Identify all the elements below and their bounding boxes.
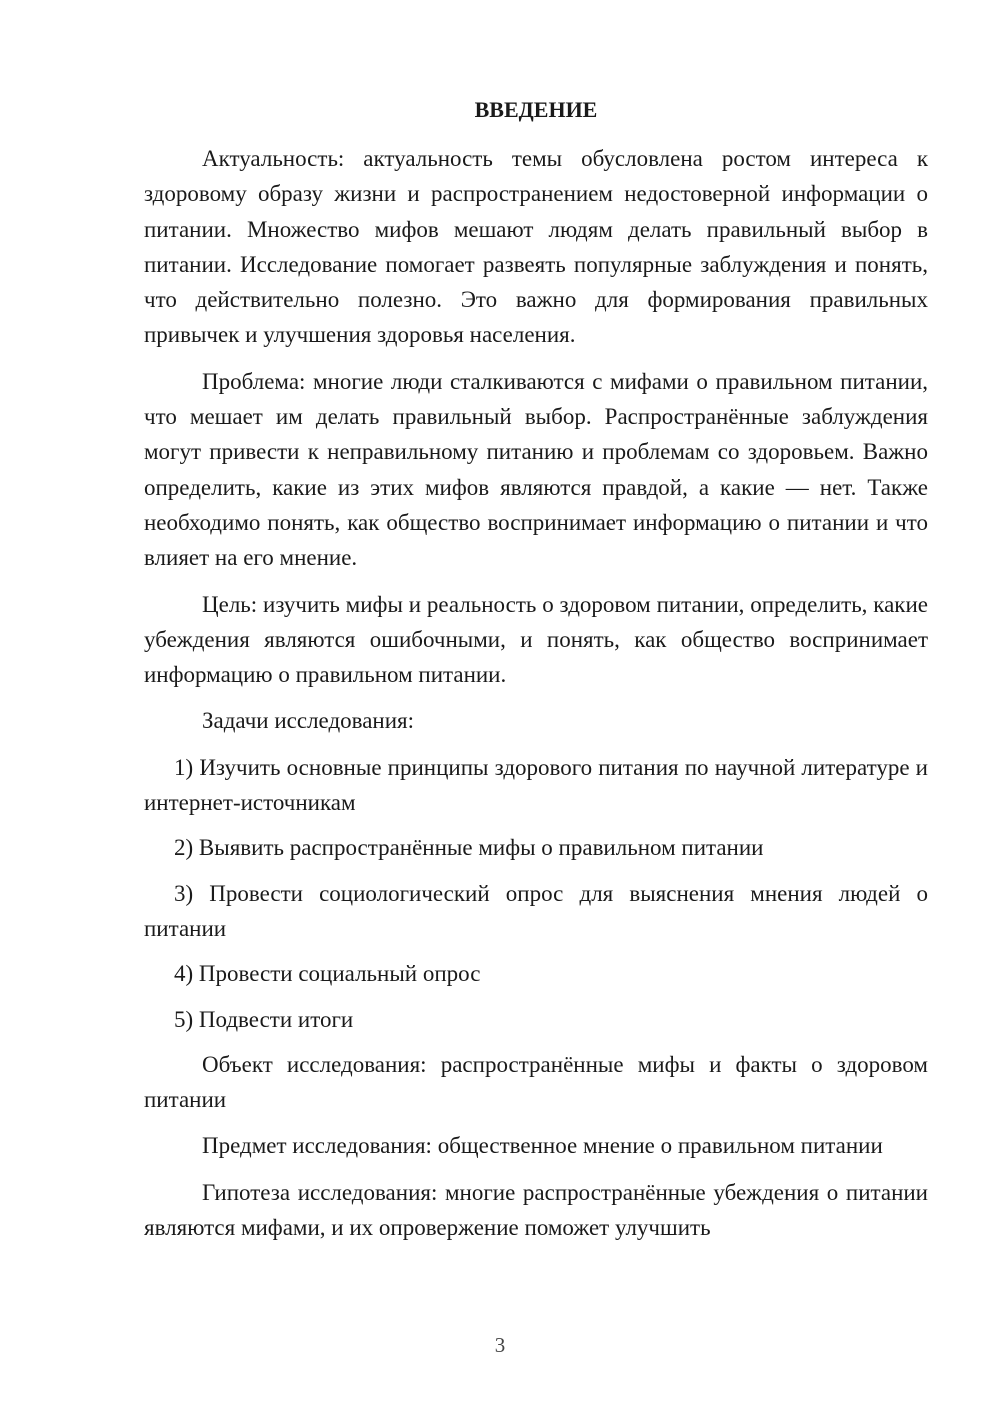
- task-item-5: 5) Подвести итоги: [174, 1006, 354, 1032]
- task-item-2: 2) Выявить распространённые мифы о правильном питании: [174, 835, 764, 861]
- goal-paragraph: Цель: изучить мифы и реальность о здоровом питании, определить, какие убеждения являются ошибочными, и понять, как общество воспринимает информацию о правильном питании.: [144, 591, 928, 688]
- relevance-paragraph: Актуальность: актуальность темы обусловлена ростом интереса к здоровому образу жизни и распространением недостоверной информации о питании. Множество мифов мешают людям делать правильный выбор в питании. Исследование помогает развеять популярные заблуждения и понять, что действительно полезно. Это важно для формирования правильных привычек и улучшения здоровья населения.: [144, 146, 928, 348]
- problem-paragraph: Проблема: многие люди сталкиваются с мифами о правильном питании, что мешает им делать правильный выбор. Распространённые заблуждения могут привести к неправильному питанию и проблемам со здоровьем. Важно определить, какие из этих мифов являются правдой, а какие — нет. Также необходимо понять, как общество воспринимает информацию о питании и что влияет на его мнение.: [144, 368, 928, 571]
- section-title: ВВЕДЕНИЕ: [474, 97, 598, 122]
- subject-paragraph: Предмет исследования: общественное мнение о правильном питании: [202, 1133, 883, 1159]
- task-item-4: 4) Провести социальный опрос: [174, 961, 481, 987]
- document-page: [144, 92, 928, 1256]
- page-number: 3: [494, 1333, 506, 1357]
- task-item-1: 1) Изучить основные принципы здорового питания по научной литературе и интернет-источникам: [144, 754, 928, 816]
- tasks-heading: Задачи исследования:: [202, 708, 415, 734]
- object-paragraph: Объект исследования: распространённые мифы и факты о здоровом питании: [144, 1051, 928, 1113]
- hypothesis-paragraph: Гипотеза исследования: многие распространённые убеждения о питании являются мифами, и их опровержение поможет улучшить: [144, 1179, 928, 1241]
- task-item-3: 3) Провести социологический опрос для выяснения мнения людей о питании: [144, 880, 928, 941]
